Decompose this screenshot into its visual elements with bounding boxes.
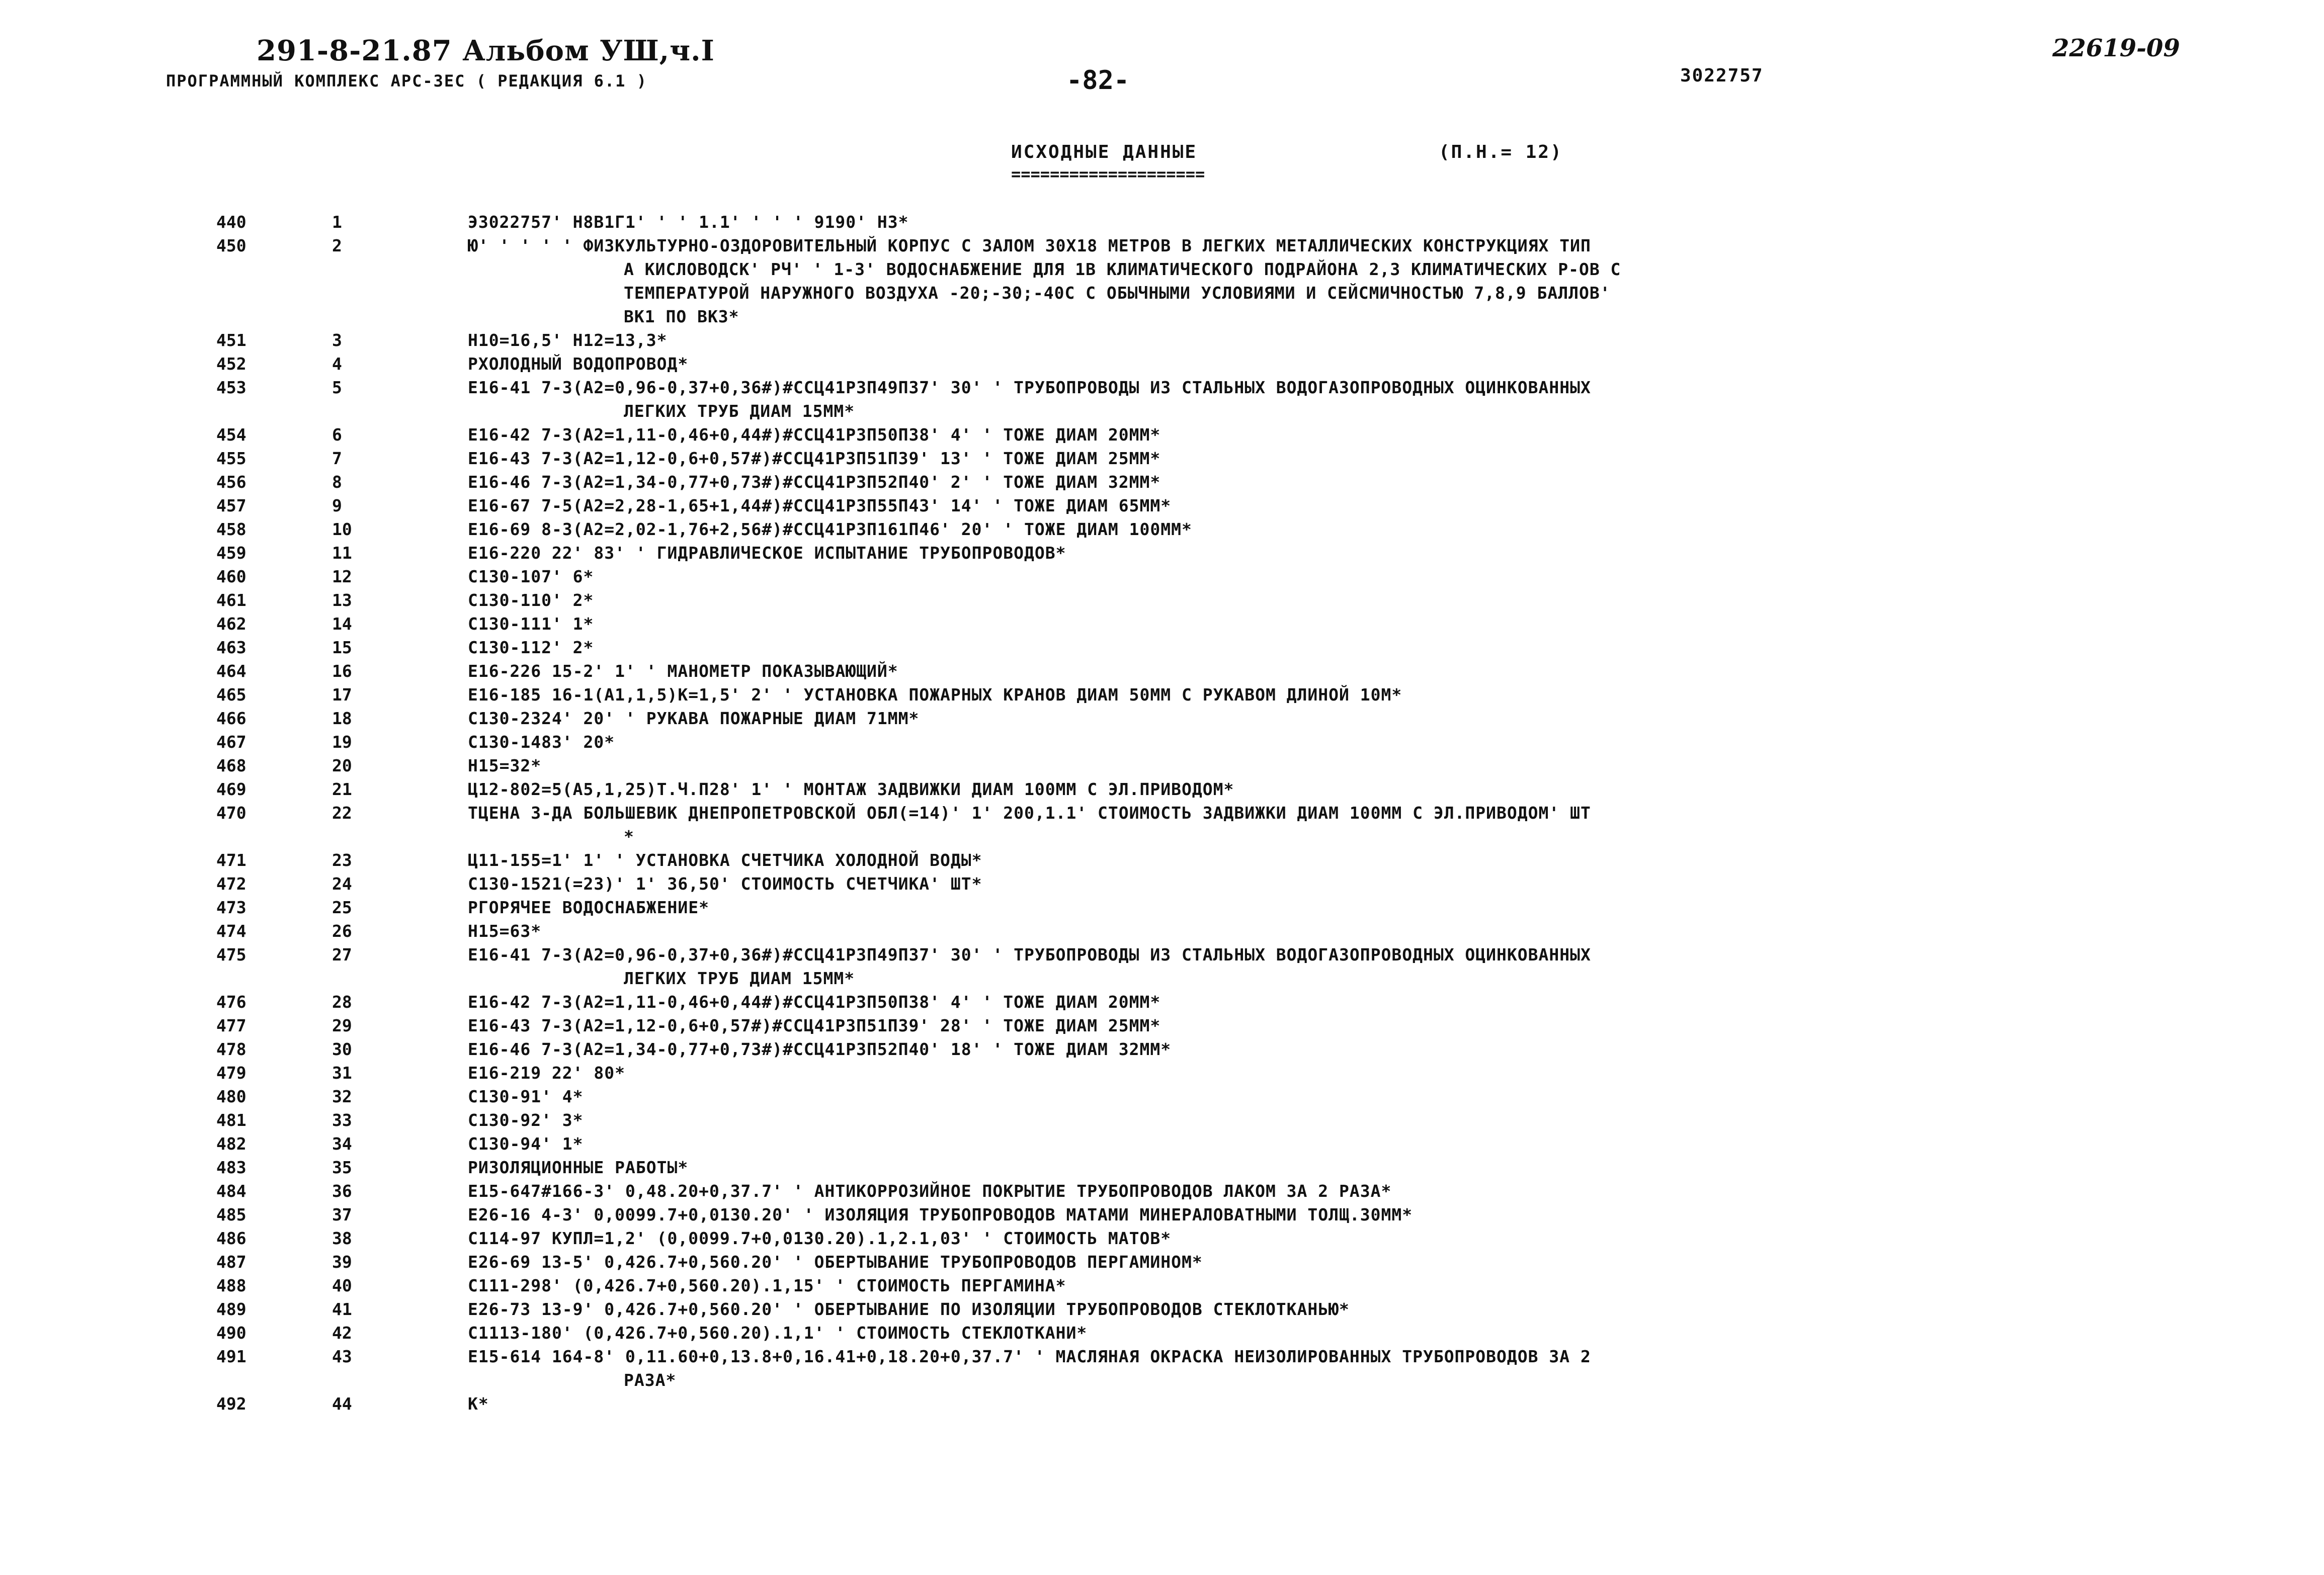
record-text: Е15-647#166-3' 0,48.20+0,37.7' ' АНТИКОРРОЗИЙНОЕ ПОКРЫТИЕ ТРУБОПРОВОДОВ ЛАКОМ ЗА 2 РАЗА* (468, 1181, 1392, 1201)
line-number: 471 (216, 850, 246, 870)
listing-row (0, 565, 2324, 588)
record-number: 27 (332, 945, 352, 965)
listing-row (0, 730, 2324, 754)
listing-row (0, 872, 2324, 896)
record-number: 20 (332, 756, 352, 775)
record-text: С130-2324' 20' ' РУКАВА ПОЖАРНЫЕ ДИАМ 71ММ* (468, 709, 920, 728)
section-title-underline: ==================== (1011, 164, 1205, 184)
listing-row (0, 990, 2324, 1014)
listing-row (0, 1274, 2324, 1297)
record-continuation (0, 825, 2324, 848)
record-number: 6 (332, 425, 342, 445)
program-line: ПРОГРАММНЫЙ КОМПЛЕКС АРС-ЗЕС ( РЕДАКЦИЯ 6.1 ) (166, 71, 647, 91)
line-number: 487 (216, 1252, 246, 1272)
page-marker: (П.Н.= 12) (1439, 142, 1563, 162)
listing-row (0, 1392, 2324, 1416)
record-number: 34 (332, 1134, 352, 1154)
line-number: 472 (216, 874, 246, 894)
listing-row (0, 494, 2324, 517)
listing-row (0, 1014, 2324, 1037)
album-title: 291-8-21.87 Альбом УШ,ч.I (257, 34, 715, 67)
listing-row (0, 210, 2324, 234)
listing-row (0, 447, 2324, 470)
record-number: 1 (332, 212, 342, 232)
line-number: 450 (216, 236, 246, 255)
record-continuation-text: ЛЕГКИХ ТРУБ ДИАМ 15ММ* (624, 969, 855, 988)
line-number: 474 (216, 921, 246, 941)
line-number: 479 (216, 1063, 246, 1083)
line-number: 456 (216, 472, 246, 492)
record-continuation (0, 967, 2324, 990)
line-number: 451 (216, 330, 246, 350)
handwritten-number: 22619-09 (2052, 34, 2180, 62)
listing-row (0, 1321, 2324, 1345)
record-text: Э3022757' Н8В1Г1' ' ' 1.1' ' ' ' 9190' Н3* (468, 212, 909, 232)
record-continuation-text: ТЕМПЕРАТУРОЙ НАРУЖНОГО ВОЗДУХА -20;-30;-40С С ОБЫЧНЫМИ УСЛОВИЯМИ И СЕЙСМИЧНОСТЬЮ 7,8,9 БАЛЛОВ' (624, 283, 1611, 303)
record-text: Е26-69 13-5' 0,426.7+0,560.20' ' ОБЕРТЫВАНИЕ ТРУБОПРОВОДОВ ПЕРГАМИНОМ* (468, 1252, 1203, 1272)
listing-row (0, 1037, 2324, 1061)
record-number: 28 (332, 992, 352, 1012)
document-number: 3022757 (1680, 65, 1764, 86)
record-continuation (0, 399, 2324, 423)
record-number: 3 (332, 330, 342, 350)
section-title-block (1011, 142, 1205, 184)
data-listing (0, 210, 2324, 1416)
record-text: С130-1521(=23)' 1' 36,50' СТОИМОСТЬ СЧЕТЧИКА' ШТ* (468, 874, 982, 894)
line-number: 478 (216, 1039, 246, 1059)
record-number: 5 (332, 378, 342, 397)
listing-row (0, 848, 2324, 872)
record-number: 22 (332, 803, 352, 823)
record-text: С130-91' 4* (468, 1087, 584, 1106)
record-text: Е16-42 7-3(А2=1,11-0,46+0,44#)#ССЦ41Р3П50П38' 4' ' ТОЖЕ ДИАМ 20ММ* (468, 425, 1161, 445)
line-number: 491 (216, 1347, 246, 1366)
record-continuation-text: ВК1 ПО ВК3* (624, 307, 739, 326)
record-number: 13 (332, 590, 352, 610)
record-text: Е16-41 7-3(А2=0,96-0,37+0,36#)#ССЦ41Р3П49П37' 30' ' ТРУБОПРОВОДЫ ИЗ СТАЛЬНЫХ ВОДОГАЗОПРОВОДНЫХ ОЦИНКОВАННЫХ (468, 378, 1591, 397)
record-text: Н15=32* (468, 756, 542, 775)
listing-row (0, 919, 2324, 943)
record-number: 14 (332, 614, 352, 634)
record-text: Е26-16 4-3' 0,0099.7+0,0130.20' ' ИЗОЛЯЦИЯ ТРУБОПРОВОДОВ МАТАМИ МИНЕРАЛОВАТНЫМИ ТОЛЩ.30ММ* (468, 1205, 1413, 1224)
record-text: ТЦЕНА З-ДА БОЛЬШЕВИК ДНЕПРОПЕТРОВСКОЙ ОБЛ(=14)' 1' 200,1.1' СТОИМОСТЬ ЗАДВИЖКИ ДИАМ 100ММ С ЭЛ.ПРИВОДОМ' ШТ (468, 803, 1591, 823)
record-number: 31 (332, 1063, 352, 1083)
listing-row (0, 470, 2324, 494)
listing-row (0, 1227, 2324, 1250)
record-number: 33 (332, 1110, 352, 1130)
listing-row (0, 1085, 2324, 1108)
line-number: 452 (216, 354, 246, 374)
record-text: Е16-185 16-1(А1,1,5)К=1,5' 2' ' УСТАНОВКА ПОЖАРНЫХ КРАНОВ ДИАМ 50ММ С РУКАВОМ ДЛИНОЙ 10М* (468, 685, 1402, 705)
record-text: Е16-226 15-2' 1' ' МАНОМЕТР ПОКАЗЫВАЮЩИЙ* (468, 661, 898, 681)
listing-row (0, 777, 2324, 801)
record-number: 4 (332, 354, 342, 374)
record-text: Е16-46 7-3(А2=1,34-0,77+0,73#)#ССЦ41Р3П52П40' 2' ' ТОЖЕ ДИАМ 32ММ* (468, 472, 1161, 492)
record-number: 8 (332, 472, 342, 492)
record-number: 39 (332, 1252, 352, 1272)
record-text: С130-107' 6* (468, 567, 594, 586)
record-continuation (0, 257, 2324, 281)
record-continuation (0, 305, 2324, 328)
listing-row (0, 1061, 2324, 1085)
record-continuation (0, 281, 2324, 305)
line-number: 470 (216, 803, 246, 823)
record-text: Е16-69 8-3(А2=2,02-1,76+2,56#)#ССЦ41Р3П161П46' 20' ' ТОЖЕ ДИАМ 100ММ* (468, 519, 1192, 539)
record-number: 36 (332, 1181, 352, 1201)
record-number: 41 (332, 1299, 352, 1319)
line-number: 460 (216, 567, 246, 586)
listing-row (0, 636, 2324, 659)
record-text: Е16-42 7-3(А2=1,11-0,46+0,44#)#ССЦ41Р3П50П38' 4' ' ТОЖЕ ДИАМ 20ММ* (468, 992, 1161, 1012)
listing-row (0, 754, 2324, 777)
record-text: Н10=16,5' Н12=13,3* (468, 330, 668, 350)
record-continuation-text: * (624, 827, 634, 846)
listing-row (0, 1297, 2324, 1321)
record-text: С130-111' 1* (468, 614, 594, 634)
line-number: 475 (216, 945, 246, 965)
line-number: 492 (216, 1394, 246, 1414)
record-text: РИЗОЛЯЦИОННЫЕ РАБОТЫ* (468, 1158, 689, 1177)
line-number: 458 (216, 519, 246, 539)
line-number: 457 (216, 496, 246, 515)
record-text: Е16-220 22' 83' ' ГИДРАВЛИЧЕСКОЕ ИСПЫТАНИЕ ТРУБОПРОВОДОВ* (468, 543, 1066, 563)
line-number: 468 (216, 756, 246, 775)
line-number: 462 (216, 614, 246, 634)
record-text: Е16-43 7-3(А2=1,12-0,6+0,57#)#ССЦ41Р3П51П39' 28' ' ТОЖЕ ДИАМ 25ММ* (468, 1016, 1161, 1035)
line-number: 476 (216, 992, 246, 1012)
record-number: 25 (332, 898, 352, 917)
listing-row (0, 1250, 2324, 1274)
line-number: 489 (216, 1299, 246, 1319)
line-number: 490 (216, 1323, 246, 1343)
record-number: 44 (332, 1394, 352, 1414)
record-continuation-text: А КИСЛОВОДСК' РЧ' ' 1-3' ВОДОСНАБЖЕНИЕ ДЛЯ 1В КЛИМАТИЧЕСКОГО ПОДРАЙОНА 2,3 КЛИМАТИЧЕСКИХ Р-ОВ С (624, 259, 1621, 279)
record-text: С130-94' 1* (468, 1134, 584, 1154)
line-number: 467 (216, 732, 246, 752)
record-number: 11 (332, 543, 352, 563)
record-number: 32 (332, 1087, 352, 1106)
line-number: 486 (216, 1229, 246, 1248)
record-text: Ю' ' ' ' ' ФИЗКУЛЬТУРНО-ОЗДОРОВИТЕЛЬНЫЙ КОРПУС С ЗАЛОМ 30Х18 МЕТРОВ В ЛЕГКИХ МЕТАЛЛИЧЕСКИХ КОНСТРУКЦИЯХ ТИП (468, 236, 1591, 255)
line-number: 461 (216, 590, 246, 610)
line-number: 481 (216, 1110, 246, 1130)
record-number: 24 (332, 874, 352, 894)
listing-row (0, 376, 2324, 399)
record-number: 35 (332, 1158, 352, 1177)
line-number: 454 (216, 425, 246, 445)
record-number: 23 (332, 850, 352, 870)
line-number: 466 (216, 709, 246, 728)
record-number: 18 (332, 709, 352, 728)
record-number: 17 (332, 685, 352, 705)
record-number: 16 (332, 661, 352, 681)
record-number: 10 (332, 519, 352, 539)
line-number: 488 (216, 1276, 246, 1295)
record-number: 15 (332, 638, 352, 657)
record-text: Н15=63* (468, 921, 542, 941)
line-number: 485 (216, 1205, 246, 1224)
line-number: 480 (216, 1087, 246, 1106)
listing-row (0, 659, 2324, 683)
listing-row (0, 683, 2324, 707)
listing-row (0, 588, 2324, 612)
record-number: 30 (332, 1039, 352, 1059)
line-number: 440 (216, 212, 246, 232)
record-text: Е16-46 7-3(А2=1,34-0,77+0,73#)#ССЦ41Р3П52П40' 18' ' ТОЖЕ ДИАМ 32ММ* (468, 1039, 1172, 1059)
section-title: ИСХОДНЫЕ ДАННЫЕ (1011, 142, 1198, 162)
record-text: Ц11-155=1' 1' ' УСТАНОВКА СЧЕТЧИКА ХОЛОДНОЙ ВОДЫ* (468, 850, 982, 870)
record-text: С114-97 КУПЛ=1,2' (0,0099.7+0,0130.20).1,2.1,03' ' СТОИМОСТЬ МАТОВ* (468, 1229, 1172, 1248)
record-text: С1113-180' (0,426.7+0,560.20).1,1' ' СТОИМОСТЬ СТЕКЛОТКАНИ* (468, 1323, 1088, 1343)
record-number: 42 (332, 1323, 352, 1343)
line-number: 465 (216, 685, 246, 705)
listing-row (0, 1156, 2324, 1179)
record-number: 19 (332, 732, 352, 752)
page-number: -82- (1066, 65, 1130, 96)
record-number: 38 (332, 1229, 352, 1248)
record-continuation (0, 1368, 2324, 1392)
record-text: С130-92' 3* (468, 1110, 584, 1130)
listing-row (0, 1108, 2324, 1132)
listing-row (0, 801, 2324, 825)
record-number: 21 (332, 779, 352, 799)
record-number: 37 (332, 1205, 352, 1224)
record-number: 26 (332, 921, 352, 941)
listing-row (0, 943, 2324, 967)
line-number: 455 (216, 449, 246, 468)
record-number: 7 (332, 449, 342, 468)
record-number: 29 (332, 1016, 352, 1035)
line-number: 473 (216, 898, 246, 917)
record-text: РГОРЯЧЕЕ ВОДОСНАБЖЕНИЕ* (468, 898, 709, 917)
record-number: 9 (332, 496, 342, 515)
record-text: С130-1483' 20* (468, 732, 615, 752)
record-text: Ц12-802=5(А5,1,25)Т.Ч.П28' 1' ' МОНТАЖ ЗАДВИЖКИ ДИАМ 100ММ С ЭЛ.ПРИВОДОМ* (468, 779, 1234, 799)
record-text: РХОЛОДНЫЙ ВОДОПРОВОД* (468, 354, 689, 374)
record-text: Е16-43 7-3(А2=1,12-0,6+0,57#)#ССЦ41Р3П51П39' 13' ' ТОЖЕ ДИАМ 25ММ* (468, 449, 1161, 468)
record-number: 43 (332, 1347, 352, 1366)
record-continuation-text: РАЗА* (624, 1370, 677, 1390)
listing-row (0, 1132, 2324, 1156)
line-number: 477 (216, 1016, 246, 1035)
record-text: Е16-219 22' 80* (468, 1063, 626, 1083)
listing-row (0, 423, 2324, 447)
line-number: 469 (216, 779, 246, 799)
line-number: 459 (216, 543, 246, 563)
line-number: 453 (216, 378, 246, 397)
record-text: С111-298' (0,426.7+0,560.20).1,15' ' СТОИМОСТЬ ПЕРГАМИНА* (468, 1276, 1066, 1295)
record-text: Е16-67 7-5(А2=2,28-1,65+1,44#)#ССЦ41Р3П55П43' 14' ' ТОЖЕ ДИАМ 65ММ* (468, 496, 1172, 515)
listing-row (0, 517, 2324, 541)
listing-row (0, 234, 2324, 257)
record-text: Е15-614 164-8' 0,11.60+0,13.8+0,16.41+0,18.20+0,37.7' ' МАСЛЯНАЯ ОКРАСКА НЕИЗОЛИРОВАННЫХ ТРУБОПРОВОДОВ ЗА 2 (468, 1347, 1591, 1366)
listing-row (0, 328, 2324, 352)
record-text: К* (468, 1394, 489, 1414)
listing-row (0, 707, 2324, 730)
line-number: 463 (216, 638, 246, 657)
record-number: 12 (332, 567, 352, 586)
record-text: С130-112' 2* (468, 638, 594, 657)
line-number: 484 (216, 1181, 246, 1201)
listing-row (0, 352, 2324, 376)
record-text: Е16-41 7-3(А2=0,96-0,37+0,36#)#ССЦ41Р3П49П37' 30' ' ТРУБОПРОВОДЫ ИЗ СТАЛЬНЫХ ВОДОГАЗОПРОВОДНЫХ ОЦИНКОВАННЫХ (468, 945, 1591, 965)
listing-row (0, 1345, 2324, 1368)
listing-row (0, 612, 2324, 636)
record-text: С130-110' 2* (468, 590, 594, 610)
record-continuation-text: ЛЕГКИХ ТРУБ ДИАМ 15ММ* (624, 401, 855, 421)
record-number: 40 (332, 1276, 352, 1295)
listing-row (0, 896, 2324, 919)
record-text: Е26-73 13-9' 0,426.7+0,560.20' ' ОБЕРТЫВАНИЕ ПО ИЗОЛЯЦИИ ТРУБОПРОВОДОВ СТЕКЛОТКАНЬЮ* (468, 1299, 1350, 1319)
line-number: 464 (216, 661, 246, 681)
line-number: 483 (216, 1158, 246, 1177)
record-number: 2 (332, 236, 342, 255)
listing-row (0, 541, 2324, 565)
line-number: 482 (216, 1134, 246, 1154)
listing-row (0, 1179, 2324, 1203)
listing-row (0, 1203, 2324, 1227)
